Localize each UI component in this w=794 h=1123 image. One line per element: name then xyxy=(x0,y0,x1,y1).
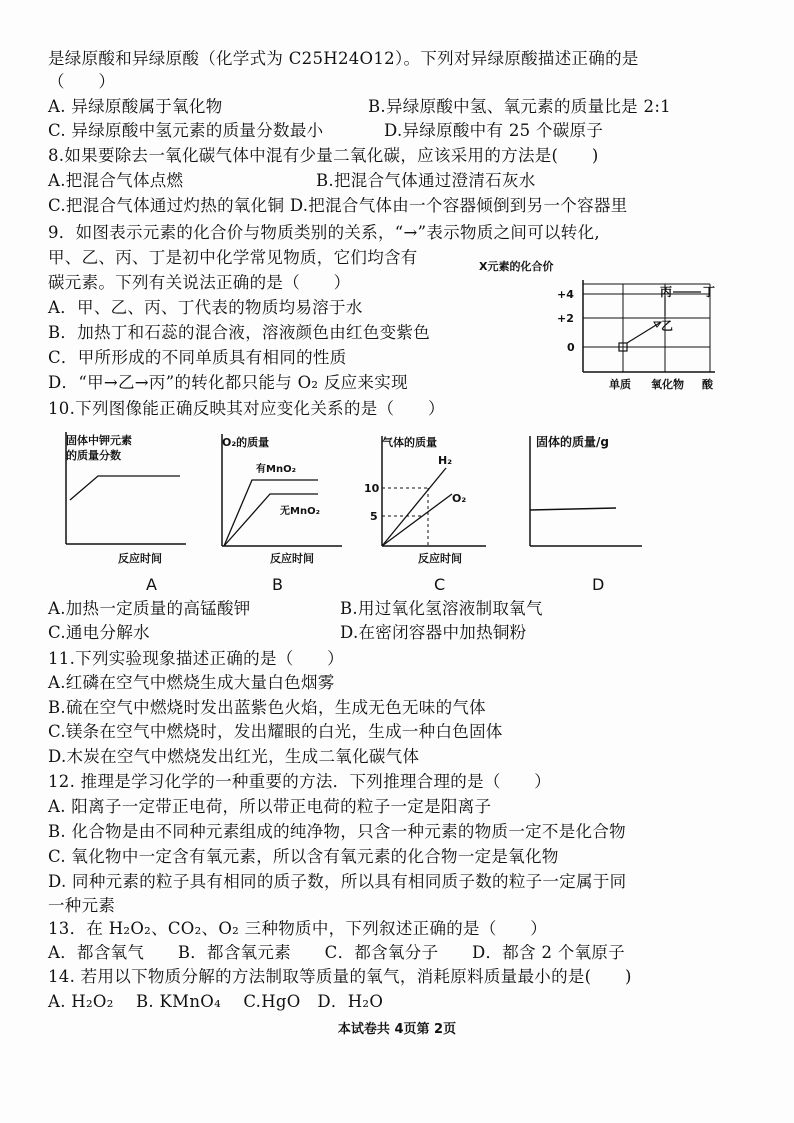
ytick-zero: 0 xyxy=(567,341,575,354)
q11-option-b: B.硫在空气中燃烧时发出蓝紫色火焰，生成无色无味的气体 xyxy=(48,698,486,717)
y-axis-label: X元素的化合价 xyxy=(479,260,554,273)
q8-stem: 8.如果要除去一氧化碳气体中混有少量二氧化碳，应该采用的方法是( ) xyxy=(48,146,599,165)
xtick-acid: 酸 xyxy=(702,378,713,391)
q12-option-d-cont: 一种元素 xyxy=(48,896,116,915)
q10-option-d: D.在密闭容器中加热铜粉 xyxy=(340,623,527,642)
chart-a xyxy=(52,432,192,572)
ytick-plus4: +4 xyxy=(557,288,574,301)
q9-option-b: B．加热丁和石蕊的混合液，溶液颜色由红色变紫色 xyxy=(48,323,431,342)
xtick-oxide: 氧化物 xyxy=(651,378,684,391)
chart-c-ytick-5: 5 xyxy=(370,510,378,523)
q13-options: A．都含氧气 B．都含氧元素 C．都含氧分子 D．都含 2 个氧原子 xyxy=(48,943,625,962)
q9-option-d: D．“甲→乙→丙”的转化都只能与 O₂ 反应来实现 xyxy=(48,373,408,392)
chart-c-series-h2: H₂ xyxy=(438,454,453,467)
q7-option-b: B.异绿原酸中氢、氧元素的质量比是 2:1 xyxy=(368,97,671,116)
q12-option-c: C. 氧化物中一定含有氧元素，所以含有氧元素的化合物一定是氧化物 xyxy=(48,847,559,866)
chart-b-ylabel: O₂的质量 xyxy=(222,436,270,449)
chart-c-ytick-10: 10 xyxy=(364,482,380,495)
q8-option-cd: C.把混合气体通过灼热的氧化铜 D.把混合气体由一个容器倾倒到另一个容器里 xyxy=(48,196,628,215)
chart-c-ylabel: 气体的质量 xyxy=(382,436,437,449)
chart-d xyxy=(512,432,662,572)
page-footer: 本试卷共 4页第 2页 xyxy=(337,1022,457,1037)
q7-option-d: D.异绿原酸中有 25 个碳原子 xyxy=(384,121,604,140)
q8-option-b: B.把混合气体通过澄清石灰水 xyxy=(316,171,536,190)
chart-a-caption: A xyxy=(146,575,157,594)
q11-option-d: D.木炭在空气中燃烧发出红光，生成二氧化碳气体 xyxy=(48,747,420,766)
valence-chart xyxy=(475,254,735,394)
q9-option-a: A．甲、乙、丙、丁代表的物质均易溶于水 xyxy=(48,298,363,317)
xtick-simple: 单质 xyxy=(609,378,631,391)
chart-b-xlabel: 反应时间 xyxy=(270,552,314,565)
q8-option-a: A.把混合气体点燃 xyxy=(48,171,184,190)
chart-a-ylabel-1: 固体中钾元素 xyxy=(66,434,132,447)
q9-stem-2: 甲、乙、丙、丁是初中化学常见物质，它们均含有 xyxy=(48,248,418,267)
q10-option-c: C.通电分解水 xyxy=(48,623,150,642)
chart-c-series-o2: O₂ xyxy=(452,492,467,505)
q14-stem: 14. 若用以下物质分解的方法制取等质量的氧气，消耗原料质量最小的是( ) xyxy=(48,967,632,986)
chart-d-ylabel: 固体的质量/g xyxy=(536,435,609,449)
chart-b-series-1: 有MnO₂ xyxy=(256,464,296,475)
q11-option-c: C.镁条在空气中燃烧时，发出耀眼的白光，生成一种白色固体 xyxy=(48,722,503,741)
q13-stem: 13．在 H₂O₂、CO₂、O₂ 三种物质中，下列叙述正确的是（ ） xyxy=(48,919,548,938)
q14-options: A. H₂O₂ B. KMnO₄ C.HgO D．H₂O xyxy=(48,992,384,1011)
q10-option-a: A.加热一定质量的高锰酸钾 xyxy=(48,599,251,618)
chart-b-caption: B xyxy=(272,575,283,594)
q12-stem: 12. 推理是学习化学的一种重要的方法．下列推理合理的是（ ） xyxy=(48,772,552,791)
point-yi: 乙 xyxy=(661,319,674,333)
chart-c xyxy=(362,432,502,572)
chart-a-xlabel: 反应时间 xyxy=(118,552,162,565)
q7-option-a: A. 异绿原酸属于氧化物 xyxy=(48,97,223,116)
chart-a-ylabel-2: 的质量分数 xyxy=(66,449,121,462)
q11-stem: 11.下列实验现象描述正确的是（ ） xyxy=(48,649,344,668)
ytick-plus2: +2 xyxy=(557,312,574,325)
chart-c-caption: C xyxy=(434,575,446,594)
q11-option-a: A.红磷在空气中燃烧生成大量白色烟雾 xyxy=(48,673,335,692)
q9-stem-1: 9．如图表示元素的化合价与物质类别的关系，“→”表示物质之间可以转化, xyxy=(48,223,600,242)
chart-b-series-2: 无MnO₂ xyxy=(280,506,320,517)
chart-b xyxy=(208,432,348,572)
text-line: 是绿原酸和异绿原酸（化学式为 C25H24O12）。下列对异绿原酸描述正确的是 xyxy=(48,49,639,68)
answer-blank: （ ） xyxy=(48,72,116,91)
chart-c-xlabel: 反应时间 xyxy=(418,552,462,565)
q12-option-d: D. 同种元素的粒子具有相同的质子数，所以具有相同质子数的粒子一定属于同 xyxy=(48,872,627,891)
q10-stem: 10.下列图像能正确反映其对应变化关系的是（ ） xyxy=(48,399,445,418)
chart-d-caption: D xyxy=(592,575,605,594)
q12-option-a: A. 阳离子一定带正电荷，所以带正电荷的粒子一定是阳离子 xyxy=(48,797,492,816)
q12-option-b: B. 化合物是由不同种元素组成的纯净物，只含一种元素的物质一定不是化合物 xyxy=(48,822,626,841)
q7-option-c: C. 异绿原酸中氢元素的质量分数最小 xyxy=(48,121,324,140)
q9-stem-3: 碳元素。下列有关说法正确的是（ ） xyxy=(48,273,351,292)
point-ding: 丁 xyxy=(703,285,716,299)
q10-option-b: B.用过氧化氢溶液制取氧气 xyxy=(340,599,543,618)
point-bing: 丙 xyxy=(660,285,673,299)
q9-option-c: C．甲所形成的不同单质具有相同的性质 xyxy=(48,348,347,367)
